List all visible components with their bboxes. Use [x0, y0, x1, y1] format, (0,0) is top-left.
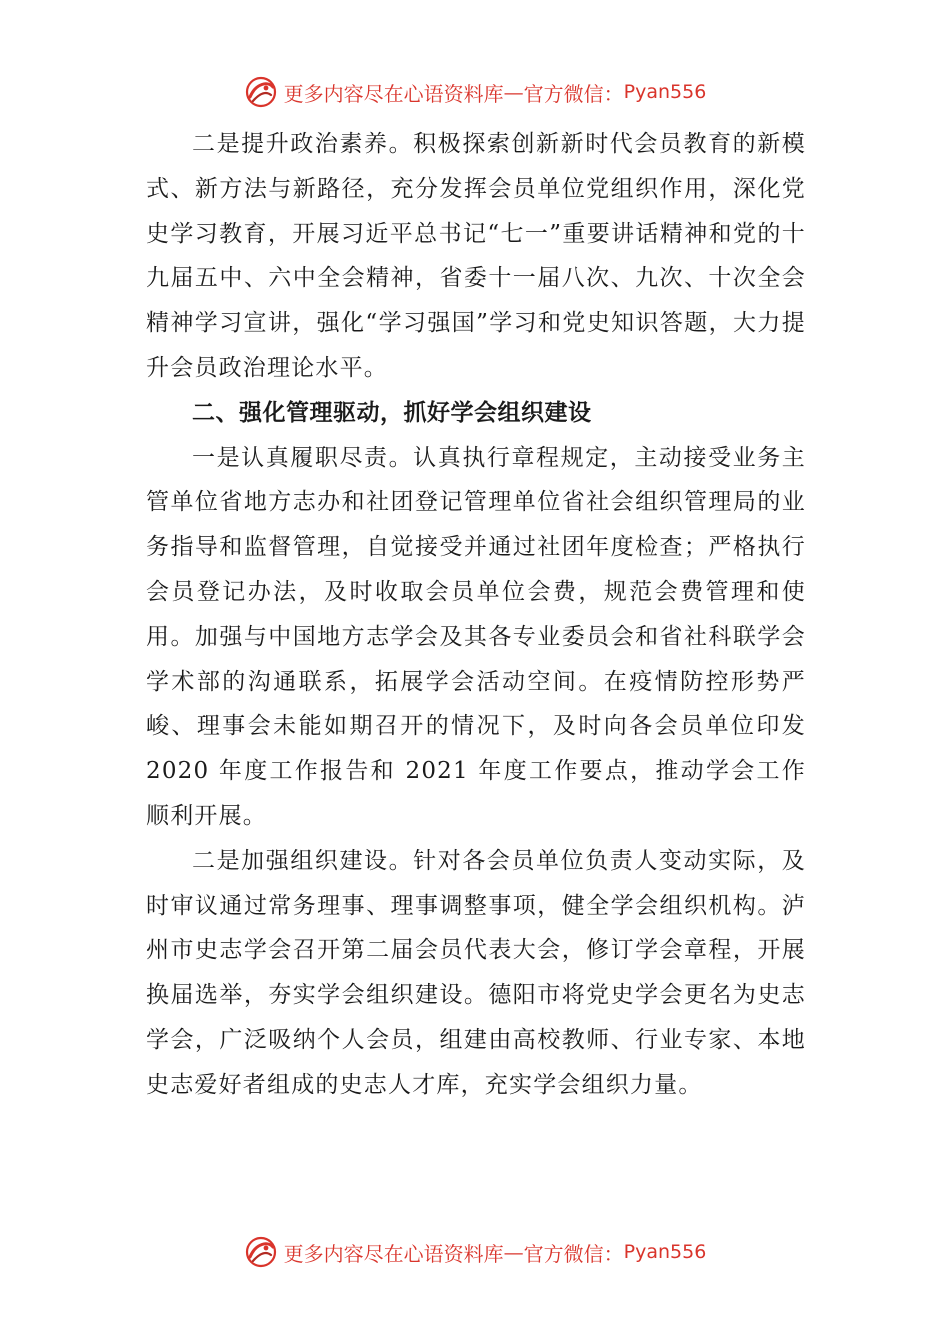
promo-separator: —: [503, 1240, 524, 1264]
swirl-logo-icon: [244, 75, 278, 109]
section-heading: 二、强化管理驱动，抓好学会组织建设: [192, 399, 592, 426]
footer-promo-banner: [0, 1232, 950, 1272]
promo-text: 更多内容尽在心语资料库: [283, 1241, 504, 1266]
wechat-id: Pyan556: [623, 1241, 707, 1263]
paragraph-organization-building: 二是加强组织建设。针对各会员单位负责人变动实际，及时审议通过常务理事、理事调整事项，健全学会组织机构。泸州市史志学会召开第二届会员代表大会，修订学会章程，开展换届选举，夯实学会组织建设。德阳市将党史学会更名为史志学会，广泛吸纳个人会员，组建由高校教师、行业专家、本地史志爱好者组成的史志人才库，充实学会组织力量。: [146, 847, 806, 1098]
wechat-label: 官方微信：: [523, 81, 624, 106]
wechat-id: Pyan556: [623, 81, 707, 103]
header-promo-banner: [0, 72, 950, 112]
wechat-label: 官方微信：: [523, 1241, 624, 1266]
document-body: [146, 122, 806, 1108]
promo-text: 更多内容尽在心语资料库: [283, 81, 504, 106]
paragraph-duty-performance: 一是认真履职尽责。认真执行章程规定，主动接受业务主管单位省地方志办和社团登记管理单位省社会组织管理局的业务指导和监督管理，自觉接受并通过社团年度检查；严格执行会员登记办法，及时收取会员单位会费，规范会费管理和使用。加强与中国地方志学会及其各专业委员会和省社科联学会学术部的沟通联系，拓展学会活动空间。在疫情防控形势严峻、理事会未能如期召开的情况下，及时向各会员单位印发 2020 年度工作报告和 2021 年度工作要点，推动学会工作顺利开展。: [146, 444, 806, 829]
swirl-logo-icon: [244, 1235, 278, 1269]
paragraph-political-quality: 二是提升政治素养。积极探索创新新时代会员教育的新模式、新方法与新路径，充分发挥会员单位党组织作用，深化党史学习教育，开展习近平总书记“七一”重要讲话精神和党的十九届五中、六中全会精神，省委十一届八次、九次、十次全会精神学习宣讲，强化“学习强国”学习和党史知识答题，大力提升会员政治理论水平。: [146, 131, 806, 381]
promo-separator: —: [503, 80, 524, 104]
